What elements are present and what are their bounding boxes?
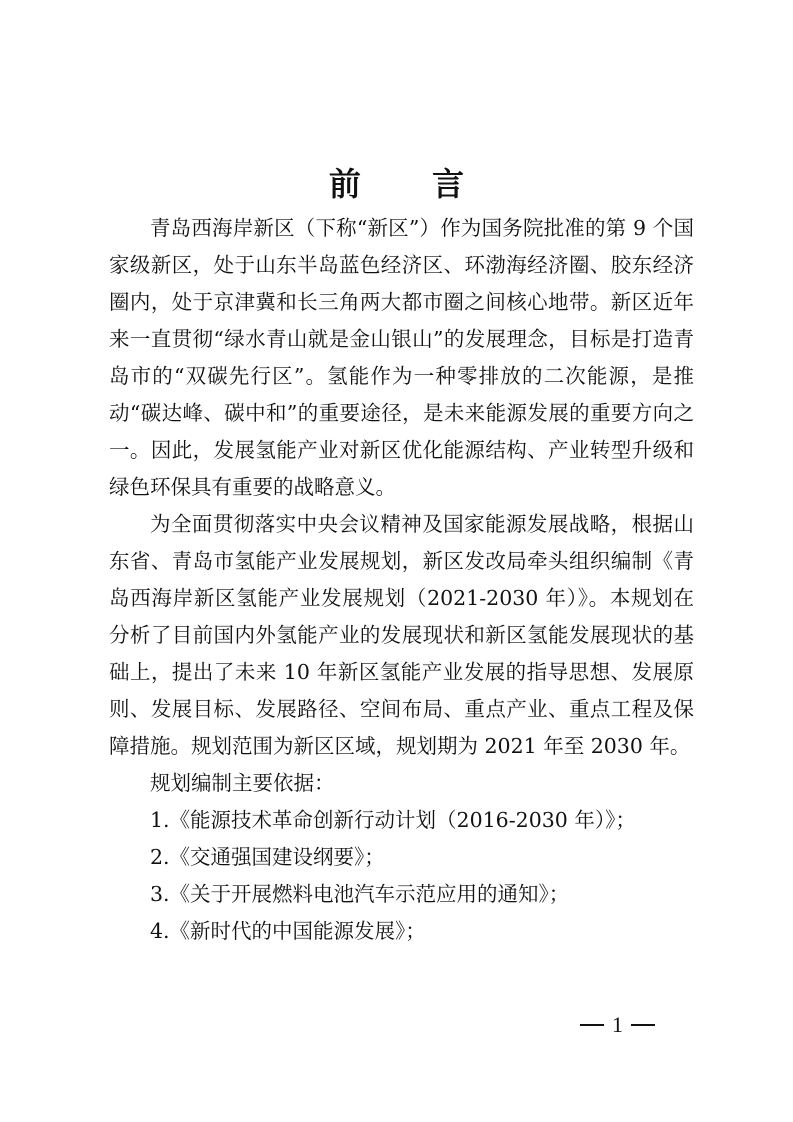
paragraph-basis-heading: 规划编制主要依据： (150, 771, 335, 795)
footer-dash-right (631, 1024, 655, 1026)
basis-list (109, 802, 694, 950)
list-item: 2.《交通强国建设纲要》； (150, 845, 385, 869)
page-footer (580, 1010, 720, 1040)
page-title: 前 言 (328, 165, 495, 204)
list-item: 1.《能源技术革命创新行动计划（2016-2030 年）》； (150, 808, 636, 832)
paragraph-purpose: 为全面贯彻落实中央会议精神及国家能源发展战略，根据山东省、青岛市氢能产业发展规划，新区发改局牵头组织编制《青岛西海岸新区氢能产业发展规划（2021-2030 年）》。本规划在分析了目前国内外氢能产业的发展现状和新区氢能发展现状的基础上，提出了未来 10 年新区氢能产业发展的指导思想、发展原则、发展目标、发展路径、空间布局、重点产业、重点工程及保障措施。规划范围为新区区域，规划期为 2021 年至 2030 年。 (109, 512, 694, 758)
list-item: 4.《新时代的中国能源发展》； (150, 919, 426, 943)
footer-dash-left (580, 1024, 604, 1026)
document-body (109, 210, 694, 950)
page-number: 1 (612, 1012, 623, 1037)
list-item: 3.《关于开展燃料电池汽车示范应用的通知》； (150, 882, 570, 906)
paragraph-intro: 青岛西海岸新区（下称“新区”）作为国务院批准的第 9 个国家级新区，处于山东半岛蓝色经济区、环渤海经济圈、胶东经济圈内，处于京津冀和长三角两大都市圈之间核心地带。新区近年来一直贯彻“绿水青山就是金山银山”的发展理念，目标是打造青岛市的“双碳先行区”。氢能作为一种零排放的二次能源，是推动“碳达峰、碳中和”的重要途径，是未来能源发展的重要方向之一。因此，发展氢能产业对新区优化能源结构、产业转型升级和绿色环保具有重要的战略意义。 (109, 216, 694, 499)
